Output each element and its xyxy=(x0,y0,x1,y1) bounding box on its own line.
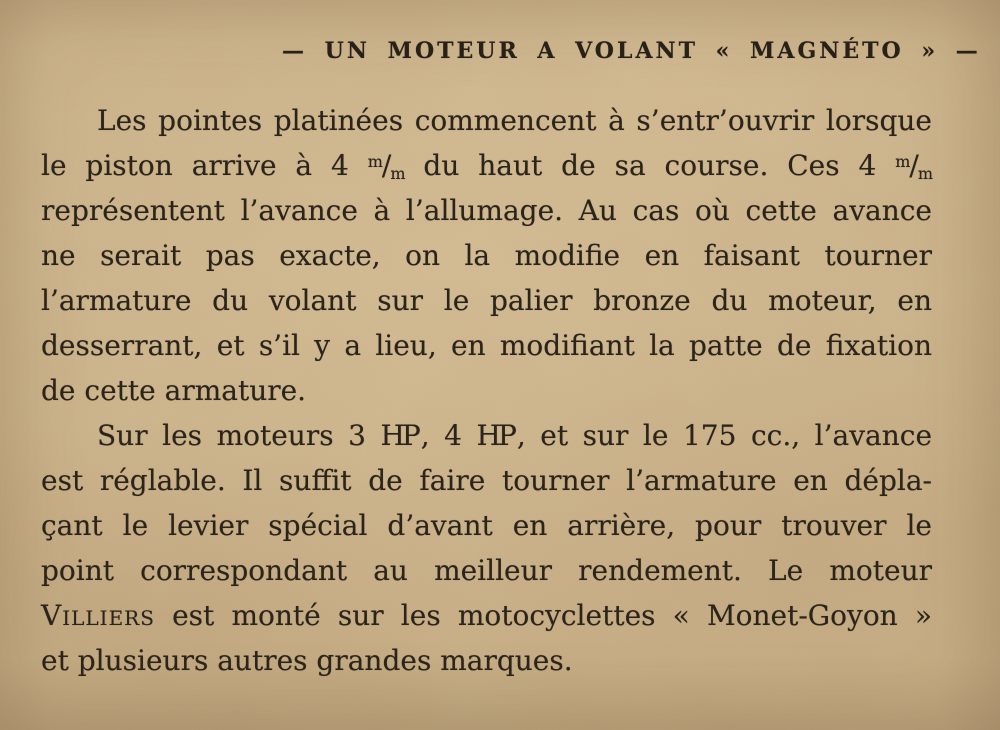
text-line xyxy=(41,368,932,413)
text-segment: point correspondant au meilleur rendement. Le moteur xyxy=(41,554,932,587)
text-segment: et plusieurs autres grandes marques. xyxy=(41,644,573,677)
hp-ligature: HP xyxy=(380,419,418,452)
text-segment: çant le levier spécial d’avant en arrière, pour trouver le xyxy=(41,509,932,542)
text-line xyxy=(41,593,932,638)
text-line xyxy=(41,323,932,368)
text-segment: , et sur le 175 cc., l’avance xyxy=(516,419,933,452)
text-segment: du haut de sa course. Ces 4 xyxy=(404,149,896,182)
paragraph xyxy=(41,98,932,413)
text-line xyxy=(41,188,932,233)
text-line xyxy=(41,278,932,323)
hp-ligature: HP xyxy=(476,419,514,452)
text-line xyxy=(41,638,932,683)
text-line xyxy=(41,548,932,593)
text-segment: de cette armature. xyxy=(41,374,307,407)
text-line xyxy=(41,413,932,458)
millimetre-fraction: $^m/_m$ xyxy=(895,149,932,183)
text-segment: Les pointes platinées commencent à s’entr’ouvrir lorsque xyxy=(97,104,932,137)
body-text xyxy=(41,98,932,683)
text-line xyxy=(41,143,932,188)
text-segment: est réglable. Il suffit de faire tourner l’armature en dépla- xyxy=(41,464,932,497)
text-line xyxy=(41,233,932,278)
text-segment: , 4 xyxy=(420,419,477,452)
text-line xyxy=(41,458,932,503)
text-segment: Sur les moteurs 3 xyxy=(97,419,381,452)
text-segment: l’armature du volant sur le palier bronze du moteur, en xyxy=(41,284,932,317)
text-segment: est monté sur les motocyclettes « Monet-Goyon » xyxy=(154,599,932,632)
text-segment: représentent l’avance à l’allumage. Au cas où cette avance xyxy=(41,194,932,227)
page-header-title: — UN MOTEUR A VOLANT « MAGNÉTO » — xyxy=(282,38,981,64)
text-segment: desserrant, et s’il y a lieu, en modifiant la patte de fixation xyxy=(41,329,932,362)
text-segment: ne serait pas exacte, on la modifie en faisant tourner xyxy=(41,239,932,272)
text-line xyxy=(41,503,932,548)
text-segment: le piston arrive à 4 xyxy=(41,149,368,182)
brand-name: Villiers xyxy=(41,599,155,632)
millimetre-fraction: $^m/_m$ xyxy=(367,149,405,183)
text-line xyxy=(41,98,932,143)
paragraph xyxy=(41,413,932,683)
